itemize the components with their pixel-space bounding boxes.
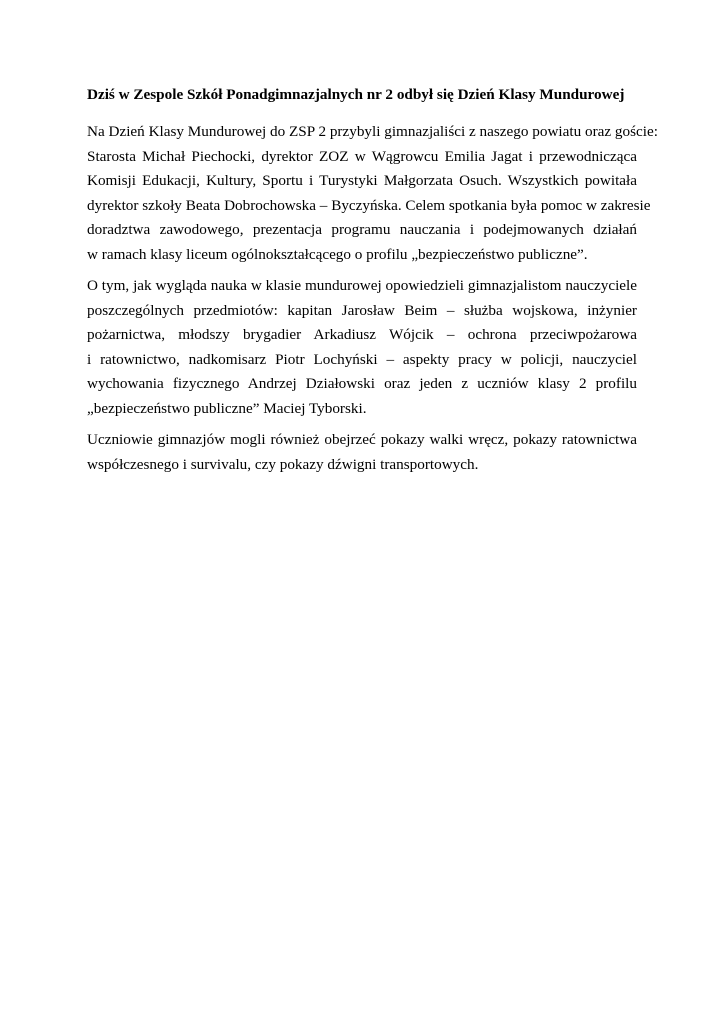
document-body: [87, 84, 658, 484]
paragraph-line: „bezpieczeństwo publiczne” Maciej Tyborski.: [87, 399, 367, 417]
paragraph-line: pożarnictwa, młodszy brygadier Arkadiusz Wójcik – ochrona przeciwpożarowa: [87, 326, 637, 343]
paragraph-line: Starosta Michał Piechocki, dyrektor ZOZ w Wągrowcu Emilia Jagat i przewodnicząca: [87, 147, 637, 165]
paragraph-1: [87, 120, 658, 267]
paragraph-line: Uczniowie gimnazjów mogli również obejrzeć pokazy walki wręcz, pokazy ratownictwa: [87, 431, 637, 448]
paragraph-line: w ramach klasy liceum ogólnokształcącego o profilu „bezpieczeństwo publiczne”.: [87, 245, 588, 263]
paragraph-line: i ratownictwo, nadkomisarz Piotr Lochyński – aspekty pracy w policji, nauczyciel: [87, 350, 637, 368]
paragraph-line: poszczególnych przedmiotów: kapitan Jarosław Beim – służba wojskowa, inżynier: [87, 301, 637, 319]
paragraph-line: wychowania fizycznego Andrzej Działowski oraz jeden z uczniów klasy 2 profilu: [87, 375, 637, 392]
paragraph-line: O tym, jak wygląda nauka w klasie mundurowej opowiedzieli gimnazjalistom nauczyciele: [87, 277, 637, 294]
paragraph-2: [87, 274, 637, 421]
paragraph-line: doradztwa zawodowego, prezentacja programu nauczania i podejmowanych działań: [87, 221, 637, 238]
paragraph-line: współczesnego i survivalu, czy pokazy dźwigni transportowych.: [87, 455, 479, 473]
paragraph-line: dyrektor szkoły Beata Dobrochowska – Byczyńska. Celem spotkania była pomoc w zakresie: [87, 196, 651, 214]
paragraph-line: Komisji Edukacji, Kultury, Sportu i Turystyki Małgorzata Osuch. Wszystkich powitała: [87, 172, 637, 189]
document-title: Dziś w Zespole Szkół Ponadgimnazjalnych nr 2 odbył się Dzień Klasy Mundurowej: [87, 86, 625, 103]
paragraph-3: [87, 428, 637, 477]
paragraph-line: Na Dzień Klasy Mundurowej do ZSP 2 przybyli gimnazjaliści z naszego powiatu oraz goście:: [87, 123, 658, 140]
